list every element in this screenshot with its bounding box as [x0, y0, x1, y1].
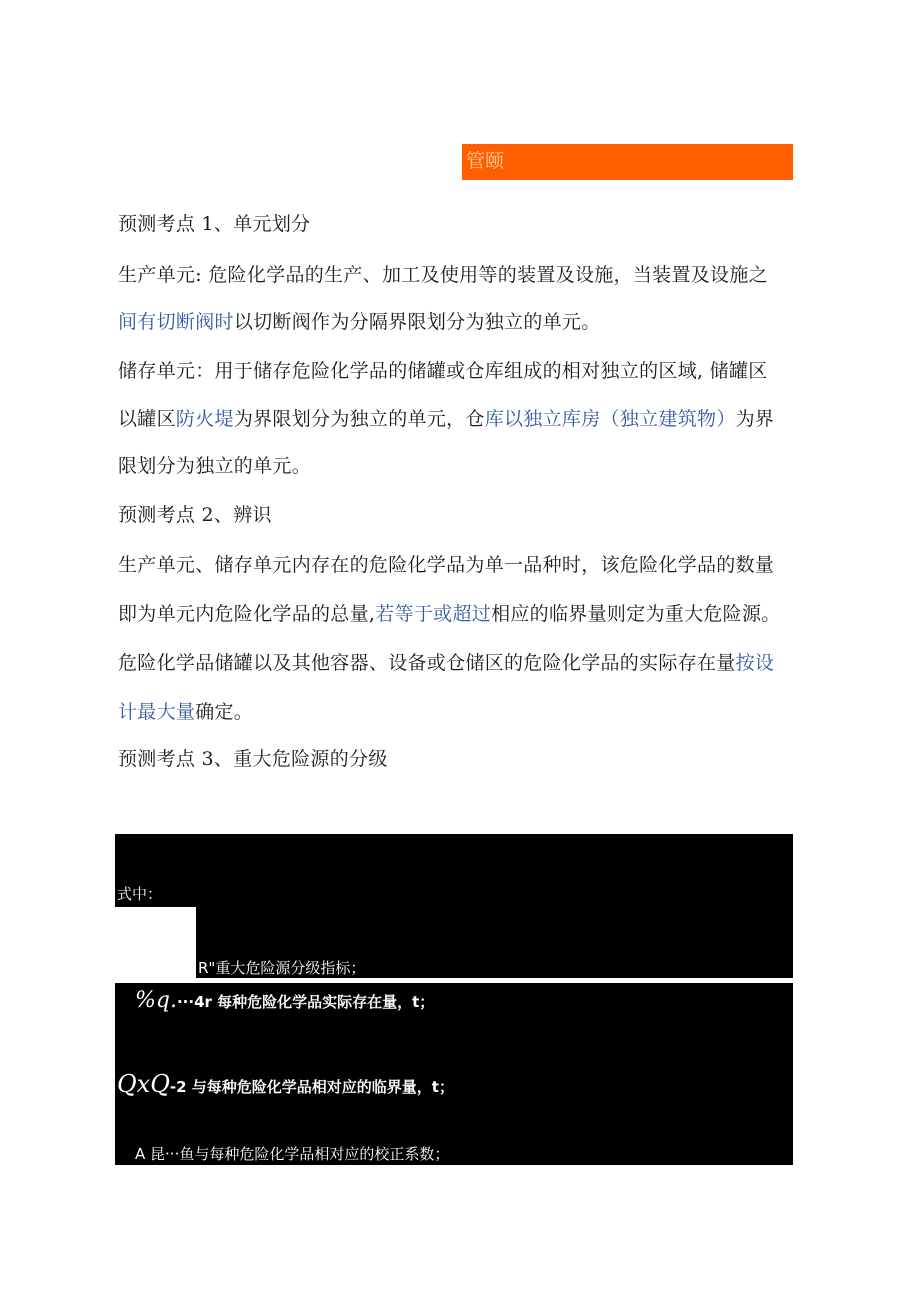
highlight-text: 间有切断阀时	[118, 311, 234, 333]
paragraph-text: 为界限划分为独立的单元，仓	[233, 408, 485, 430]
paragraph-text: 相应的临界量则定为重大危险源。	[491, 603, 781, 625]
highlight-text: 若等于或超过	[375, 603, 492, 625]
highlight-text: 库以独立库房（独立建筑物）	[484, 408, 736, 430]
formula-r-definition: R"重大危险源分级指标；	[198, 959, 366, 977]
paragraph-identification-line-2	[118, 590, 808, 638]
banner-text: 管颐	[466, 150, 505, 172]
paragraph-text: 储存单元：用于储存危险化学品的储罐或仓库组成的相对独立的区域, 储罐区	[118, 360, 768, 382]
formula-q-definition: ···4r 每种危险化学品实际存在量，t；	[176, 993, 435, 1011]
section-heading-1	[118, 200, 808, 248]
highlight-text: 计最大量	[118, 701, 196, 723]
paragraph-text: 为界	[735, 408, 775, 430]
paragraph-identification-line-1	[118, 541, 808, 589]
section-heading-3	[118, 735, 808, 783]
paragraph-text: 危险化学品储罐以及其他容器、设备或仓储区的危险化学品的实际存在量	[118, 652, 736, 674]
formula-Q-definition: -2 与每种危险化学品相对应的临界量，t；	[169, 1078, 454, 1096]
formula-Q-symbol: QxQ	[117, 1070, 170, 1098]
header-banner	[462, 144, 793, 180]
paragraph-storage-unit-line-1	[118, 347, 808, 395]
paragraph-storage-amount-line-1	[118, 639, 808, 687]
paragraph-production-unit-line-2	[118, 298, 808, 346]
heading-text: 预测考点 2、辨识	[118, 504, 272, 526]
formula-q-symbol: %q.	[135, 988, 177, 1013]
highlight-text: 按设	[735, 652, 775, 674]
highlight-text: 防火堤	[175, 408, 234, 430]
formula-intro-text: 式中：	[117, 885, 163, 903]
paragraph-text: 即为单元内危险化学品的总量,	[118, 603, 376, 625]
formula-block-vars	[115, 983, 793, 1165]
formula-block-r	[196, 907, 793, 978]
paragraph-storage-amount-line-2	[118, 688, 808, 736]
paragraph-text: 确定。	[195, 701, 254, 723]
heading-text: 预测考点 3、重大危险源的分级	[118, 748, 388, 770]
formula-a-definition: A 昆···鱼与每种危险化学品相对应的校正系数；	[135, 1145, 450, 1163]
formula-q-line	[135, 988, 434, 1013]
paragraph-text: 以罐区	[118, 408, 176, 430]
formula-Q-line	[117, 1070, 454, 1098]
paragraph-production-unit-line-1	[118, 251, 808, 299]
paragraph-storage-unit-line-2	[118, 395, 808, 443]
formula-block-top	[115, 834, 793, 907]
paragraph-text: 生产单元: 危险化学品的生产、加工及使用等的装置及设施，当装置及设施之	[118, 264, 768, 286]
paragraph-text: 以切断阀作为分隔界限划分为独立的单元。	[233, 311, 601, 333]
paragraph-text: 限划分为独立的单元。	[118, 455, 312, 477]
heading-text: 预测考点 1、单元划分	[118, 213, 311, 235]
paragraph-text: 生产单元、储存单元内存在的危险化学品为单一品种时，该危险化学品的数量	[118, 554, 775, 576]
paragraph-storage-unit-line-3	[118, 442, 808, 490]
section-heading-2	[118, 491, 808, 539]
